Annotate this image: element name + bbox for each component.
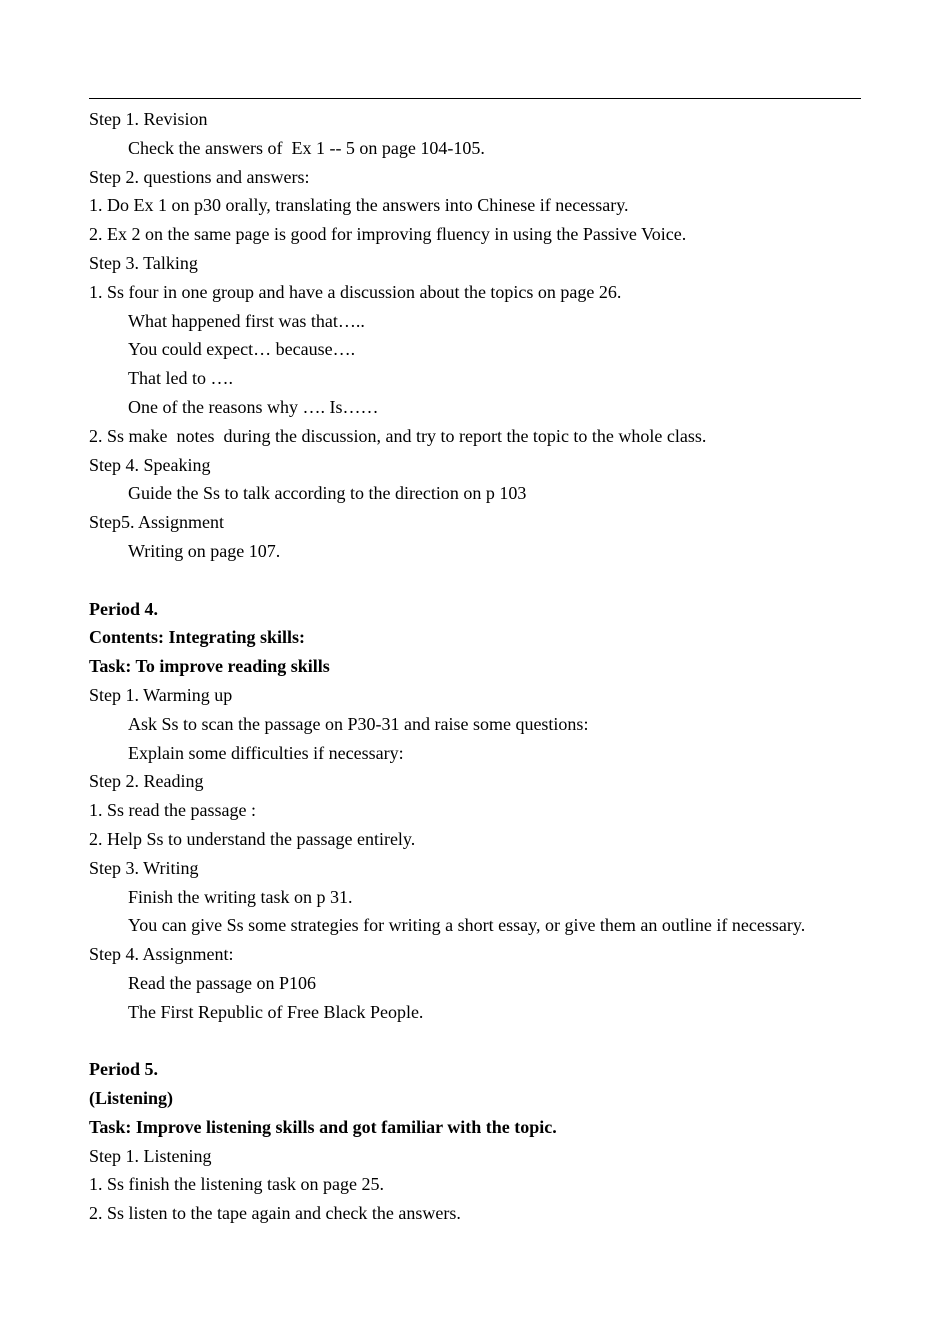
indented-text-line: The First Republic of Free Black People. <box>128 1001 424 1022</box>
text-line: 2. Ex 2 on the same page is good for improving fluency in using the Passive Voice. <box>89 224 687 245</box>
indented-text-line: One of the reasons why …. Is…… <box>128 396 379 417</box>
section-heading: Period 5. <box>89 1059 158 1080</box>
header-rule <box>89 98 861 99</box>
text-line: 1. Ss finish the listening task on page 25. <box>89 1174 384 1195</box>
text-line: Step 1. Revision <box>89 109 208 129</box>
document-body <box>89 105 869 1228</box>
text-line: Step 3. Writing <box>89 857 199 878</box>
indented-text-line: What happened first was that….. <box>128 310 365 331</box>
text-line: 1. Ss four in one group and have a discussion about the topics on page 26. <box>89 281 622 302</box>
section-heading: Task: To improve reading skills <box>89 656 330 677</box>
text-line: Step 1. Listening <box>89 1145 212 1166</box>
text-line: 1. Do Ex 1 on p30 orally, translating the answers into Chinese if necessary. <box>89 195 629 216</box>
indented-text-line: Writing on page 107. <box>128 540 281 561</box>
text-line: 2. Help Ss to understand the passage entirely. <box>89 828 416 849</box>
text-line: 2. Ss make notes during the discussion, and try to report the topic to the whole class. <box>89 425 707 446</box>
indented-text-line: You could expect… because…. <box>128 339 356 360</box>
indented-text-line: Explain some difficulties if necessary: <box>128 742 404 763</box>
section-heading: (Listening) <box>89 1088 174 1109</box>
section-heading: Task: Improve listening skills and got familiar with the topic. <box>89 1116 557 1137</box>
indented-text-line: Finish the writing task on p 31. <box>128 886 353 907</box>
text-line: 1. Ss read the passage : <box>89 800 256 821</box>
indented-text-line: Read the passage on P106 <box>128 972 316 993</box>
section-heading: Contents: Integrating skills: <box>89 627 306 648</box>
text-line: Step 1. Warming up <box>89 684 233 705</box>
indented-text-line: You can give Ss some strategies for writing a short essay, or give them an outline if necessary. <box>128 915 806 936</box>
indented-text-line: That led to …. <box>128 368 233 389</box>
blank-line <box>89 566 869 595</box>
text-line: 2. Ss listen to the tape again and check the answers. <box>89 1203 461 1224</box>
indented-text-line: Guide the Ss to talk according to the direction on p 103 <box>128 483 527 504</box>
text-line: Step 4. Speaking <box>89 454 211 475</box>
text-line: Step 3. Talking <box>89 252 198 273</box>
text-line: Step 4. Assignment: <box>89 944 234 965</box>
indented-text-line: Check the answers of Ex 1 -- 5 on page 104-105. <box>128 137 485 158</box>
text-line: Step5. Assignment <box>89 512 225 533</box>
text-line: Step 2. questions and answers: <box>89 166 310 187</box>
indented-text-line: Ask Ss to scan the passage on P30-31 and raise some questions: <box>128 713 589 734</box>
text-line: Step 2. Reading <box>89 771 204 792</box>
section-heading: Period 4. <box>89 598 158 619</box>
blank-line <box>89 1027 869 1056</box>
